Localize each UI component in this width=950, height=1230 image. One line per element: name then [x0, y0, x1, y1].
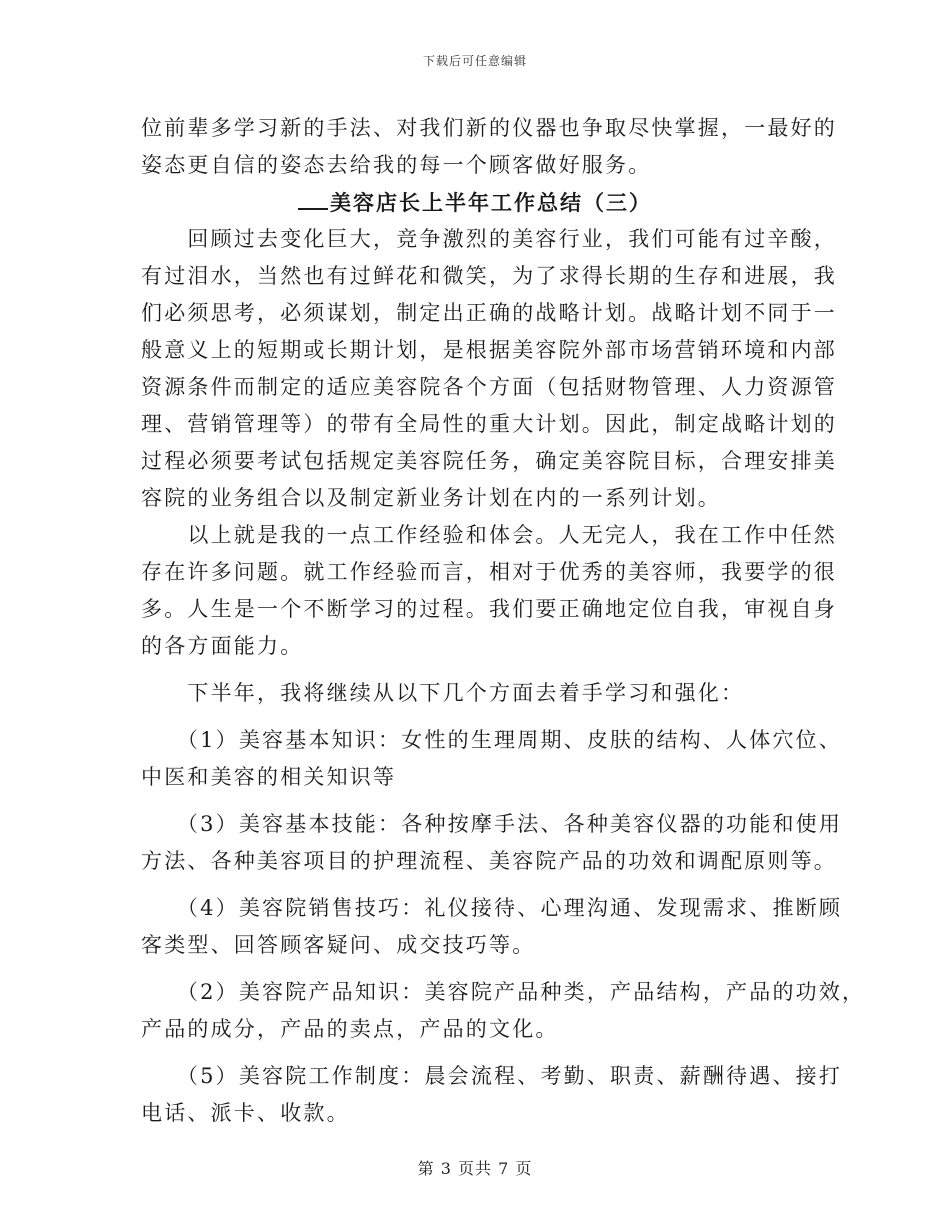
section-title-text: 美容店长上半年工作总结（三） [330, 190, 652, 215]
text-line: 客类型、回答顾客疑问、成交技巧等。 [141, 933, 536, 957]
list-item-4 [141, 890, 843, 964]
text-line: 存在许多问题。就工作经验而言，相对于优秀的美容师，我要学的很 [141, 560, 837, 584]
paragraph-gap [141, 1048, 809, 1058]
text-line: 的各方面能力。 [141, 634, 304, 658]
list-item-5 [141, 1058, 843, 1132]
document-body [141, 110, 866, 1132]
paragraph-gap [141, 796, 809, 806]
text-line: 资源条件而制定的适应美容院各个方面（包括财物管理、人力资源管 [141, 375, 837, 399]
paragraph-plan-intro [141, 675, 809, 712]
paragraph-gap [141, 665, 809, 675]
text-line: 下半年，我将继续从以下几个方面去着手学习和强化： [141, 681, 745, 705]
paragraph-gap [141, 964, 809, 974]
paragraph-gap [141, 880, 809, 890]
paragraph-experience [141, 517, 837, 665]
text-line: 位前辈多学习新的手法、对我们新的仪器也争取尽快掌握，一最好的 [141, 116, 837, 140]
paragraph-review [141, 221, 837, 517]
text-line: 多。人生是一个不断学习的过程。我们要正确地定位自我，审视自身 [141, 597, 837, 621]
text-line: （2）美容院产品知识：美容院产品种类，产品结构，产品的功效， [141, 980, 866, 1004]
text-line: （4）美容院销售技巧：礼仪接待、心理沟通、发现需求、推断顾 [141, 896, 843, 920]
section-title [141, 184, 809, 221]
text-line: （1）美容基本知识：女性的生理周期、皮肤的结构、人体穴位、 [141, 728, 843, 752]
text-line: 们必须思考，必须谋划，制定出正确的战略计划。战略计划不同于一 [141, 301, 837, 325]
title-blank-underline [298, 188, 328, 210]
list-item-1 [141, 722, 843, 796]
text-line: （3）美容基本技能：各种按摩手法、各种美容仪器的功能和使用 [141, 812, 843, 836]
text-line: 电话、派卡、收款。 [141, 1101, 350, 1125]
paragraph-gap [141, 712, 809, 722]
text-line: 有过泪水，当然也有过鲜花和微笑，为了求得长期的生存和进展，我 [141, 264, 837, 288]
text-line: 产品的成分，产品的卖点，产品的文化。 [141, 1017, 559, 1041]
page-number-footer: 第 3 页共 7 页 [417, 1159, 533, 1178]
paragraph-continued [141, 110, 837, 184]
text-line: 过程必须要考试包括规定美容院任务，确定美容院目标，合理安排美 [141, 449, 837, 473]
text-line: 般意义上的短期或长期计划，是根据美容院外部市场营销环境和内部 [141, 338, 837, 362]
text-line: （5）美容院工作制度：晨会流程、考勤、职责、薪酬待遇、接打 [141, 1064, 843, 1088]
list-item-3 [141, 806, 843, 880]
text-line: 方法、各种美容项目的护理流程、美容院产品的功效和调配原则等。 [141, 849, 837, 873]
list-item-2 [141, 974, 866, 1048]
text-line: 容院的业务组合以及制定新业务计划在内的一系列计划。 [141, 486, 721, 510]
text-line: 姿态更自信的姿态去给我的每一个顾客做好服务。 [141, 153, 652, 177]
page-header: 下载后可任意编辑 [422, 54, 527, 68]
text-line: 回顾过去变化巨大，竞争激烈的美容行业，我们可能有过辛酸， [141, 227, 837, 251]
text-line: 中医和美容的相关知识等 [141, 765, 397, 789]
text-line: 理、营销管理等）的带有全局性的重大计划。因此，制定战略计划的 [141, 412, 837, 436]
text-line: 以上就是我的一点工作经验和体会。人无完人，我在工作中任然 [141, 523, 837, 547]
